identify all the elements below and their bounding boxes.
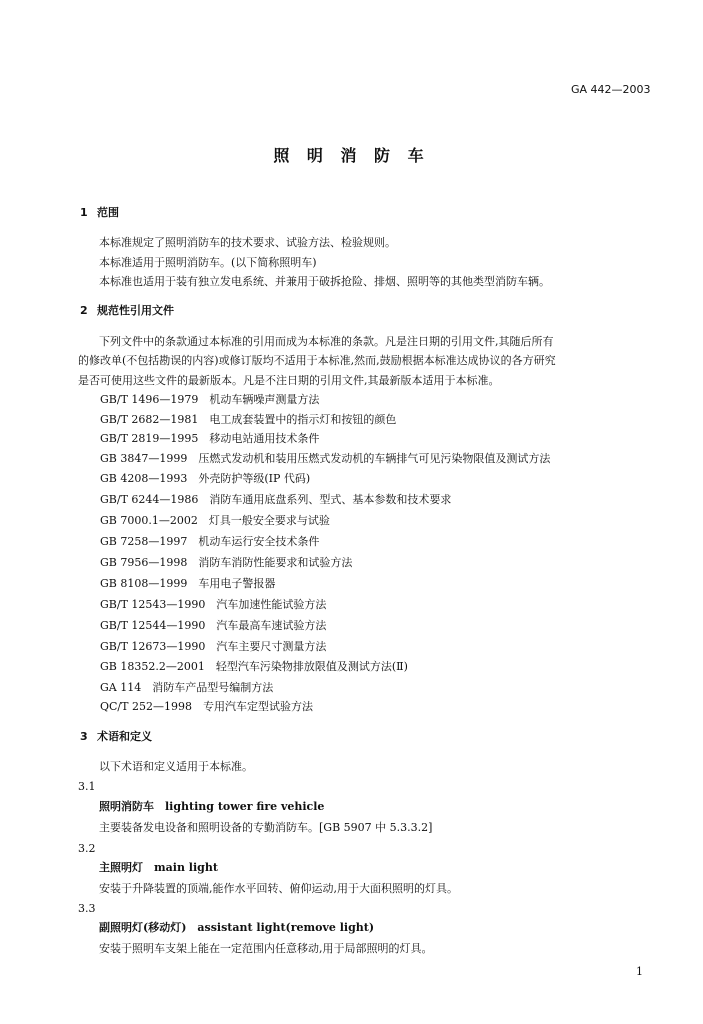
reference-title: 消防车通用底盘系列、型式、基本参数和技术要求 bbox=[209, 493, 452, 506]
section-1-paragraph: 本标准适用于照明消防车。(以下简称照明车) bbox=[99, 256, 317, 269]
reference-item bbox=[100, 701, 313, 712]
term-definition: 安装于升降装置的顶端,能作水平回转、俯仰运动,用于大面积照明的灯具。 bbox=[99, 882, 458, 895]
section-1-title: 范围 bbox=[97, 206, 119, 219]
reference-code: GB 4208—1993 bbox=[100, 472, 188, 485]
reference-item bbox=[100, 494, 451, 505]
term-name: 副照明灯(移动灯) assistant light(remove light) bbox=[99, 921, 375, 934]
reference-title: 外壳防护等级(IP 代码) bbox=[198, 472, 311, 485]
standard-code: GA 442—2003 bbox=[571, 83, 651, 96]
reference-code: GB/T 2682—1981 bbox=[100, 413, 199, 426]
reference-code: GB 7956—1998 bbox=[100, 556, 188, 569]
reference-code: GB 8108—1999 bbox=[100, 577, 188, 590]
reference-title: 专用汽车定型试验方法 bbox=[202, 700, 313, 713]
section-1-number: 1 bbox=[80, 206, 88, 219]
reference-code: GB/T 12673—1990 bbox=[100, 640, 206, 653]
reference-title: 汽车加速性能试验方法 bbox=[216, 598, 327, 611]
section-3-intro: 以下术语和定义适用于本标准。 bbox=[99, 760, 253, 773]
reference-title: 汽车主要尺寸测量方法 bbox=[216, 640, 327, 653]
term-name: 照明消防车 lighting tower fire vehicle bbox=[99, 800, 325, 813]
reference-code: GB 7000.1—2002 bbox=[100, 514, 198, 527]
reference-item bbox=[100, 682, 273, 693]
reference-code: GB/T 12543—1990 bbox=[100, 598, 206, 611]
reference-item bbox=[100, 433, 319, 444]
section-3-number: 3 bbox=[80, 730, 88, 743]
reference-code: GB/T 2819—1995 bbox=[100, 432, 199, 445]
reference-title: 消防车产品型号编制方法 bbox=[152, 681, 274, 694]
reference-title: 汽车最高车速试验方法 bbox=[216, 619, 327, 632]
reference-title: 机动车辆噪声测量方法 bbox=[209, 393, 320, 406]
reference-code: GA 114 bbox=[100, 681, 142, 694]
reference-code: GB/T 6244—1986 bbox=[100, 493, 199, 506]
section-2-intro-line: 下列文件中的条款通过本标准的引用而成为本标准的条款。凡是注日期的引用文件,其随后所有 bbox=[99, 335, 554, 348]
term-number: 3.3 bbox=[78, 902, 96, 915]
section-2-number: 2 bbox=[80, 304, 88, 317]
reference-item bbox=[100, 515, 330, 526]
section-2-intro-line: 的修改单(不包括勘误的内容)或修订版均不适用于本标准,然而,鼓励根据本标准达成协议的各方研究 bbox=[78, 354, 556, 367]
section-3-title: 术语和定义 bbox=[97, 730, 152, 743]
term-number: 3.1 bbox=[78, 780, 96, 793]
reference-code: GB 18352.2—2001 bbox=[100, 660, 205, 673]
reference-title: 车用电子警报器 bbox=[198, 577, 276, 590]
reference-item bbox=[100, 453, 550, 464]
reference-item bbox=[100, 599, 326, 610]
section-2-intro-line: 是否可使用这些文件的最新版本。凡是不注日期的引用文件,其最新版本适用于本标准。 bbox=[78, 374, 500, 387]
reference-item bbox=[100, 661, 408, 672]
document-title: 照 明 消 防 车 bbox=[273, 146, 430, 165]
section-1-paragraph: 本标准也适用于装有独立发电系统、并兼用于破拆抢险、排烟、照明等的其他类型消防车辆。 bbox=[99, 275, 550, 288]
reference-title: 轻型汽车污染物排放限值及测试方法(Ⅱ) bbox=[215, 660, 408, 673]
term-definition: 主要装备发电设备和照明设备的专勤消防车。[GB 5907 中 5.3.3.2] bbox=[99, 821, 433, 834]
reference-item bbox=[100, 641, 326, 652]
term-number: 3.2 bbox=[78, 842, 96, 855]
term-definition: 安装于照明车支架上能在一定范围内任意移动,用于局部照明的灯具。 bbox=[99, 942, 433, 955]
reference-code: GB/T 1496—1979 bbox=[100, 393, 199, 406]
reference-title: 机动车运行安全技术条件 bbox=[198, 535, 320, 548]
reference-item bbox=[100, 620, 326, 631]
term-name: 主照明灯 main light bbox=[99, 861, 218, 874]
reference-title: 电工成套装置中的指示灯和按钮的颜色 bbox=[209, 413, 397, 426]
reference-item bbox=[100, 473, 310, 484]
reference-code: GB 3847—1999 bbox=[100, 452, 188, 465]
reference-code: GB/T 12544—1990 bbox=[100, 619, 206, 632]
section-1-paragraph: 本标准规定了照明消防车的技术要求、试验方法、检验规则。 bbox=[99, 236, 396, 249]
reference-item bbox=[100, 414, 396, 425]
reference-item bbox=[100, 557, 352, 568]
reference-item bbox=[100, 394, 319, 405]
reference-code: QC/T 252—1998 bbox=[100, 700, 192, 713]
reference-title: 灯具一般安全要求与试验 bbox=[208, 514, 330, 527]
reference-code: GB 7258—1997 bbox=[100, 535, 188, 548]
reference-title: 压燃式发动机和装用压燃式发动机的车辆排气可见污染物限值及测试方法 bbox=[198, 452, 551, 465]
reference-item bbox=[100, 578, 275, 589]
reference-title: 消防车消防性能要求和试验方法 bbox=[198, 556, 353, 569]
section-2-title: 规范性引用文件 bbox=[97, 304, 174, 317]
page-number: 1 bbox=[636, 965, 643, 978]
reference-item bbox=[100, 536, 319, 547]
reference-title: 移动电站通用技术条件 bbox=[209, 432, 320, 445]
